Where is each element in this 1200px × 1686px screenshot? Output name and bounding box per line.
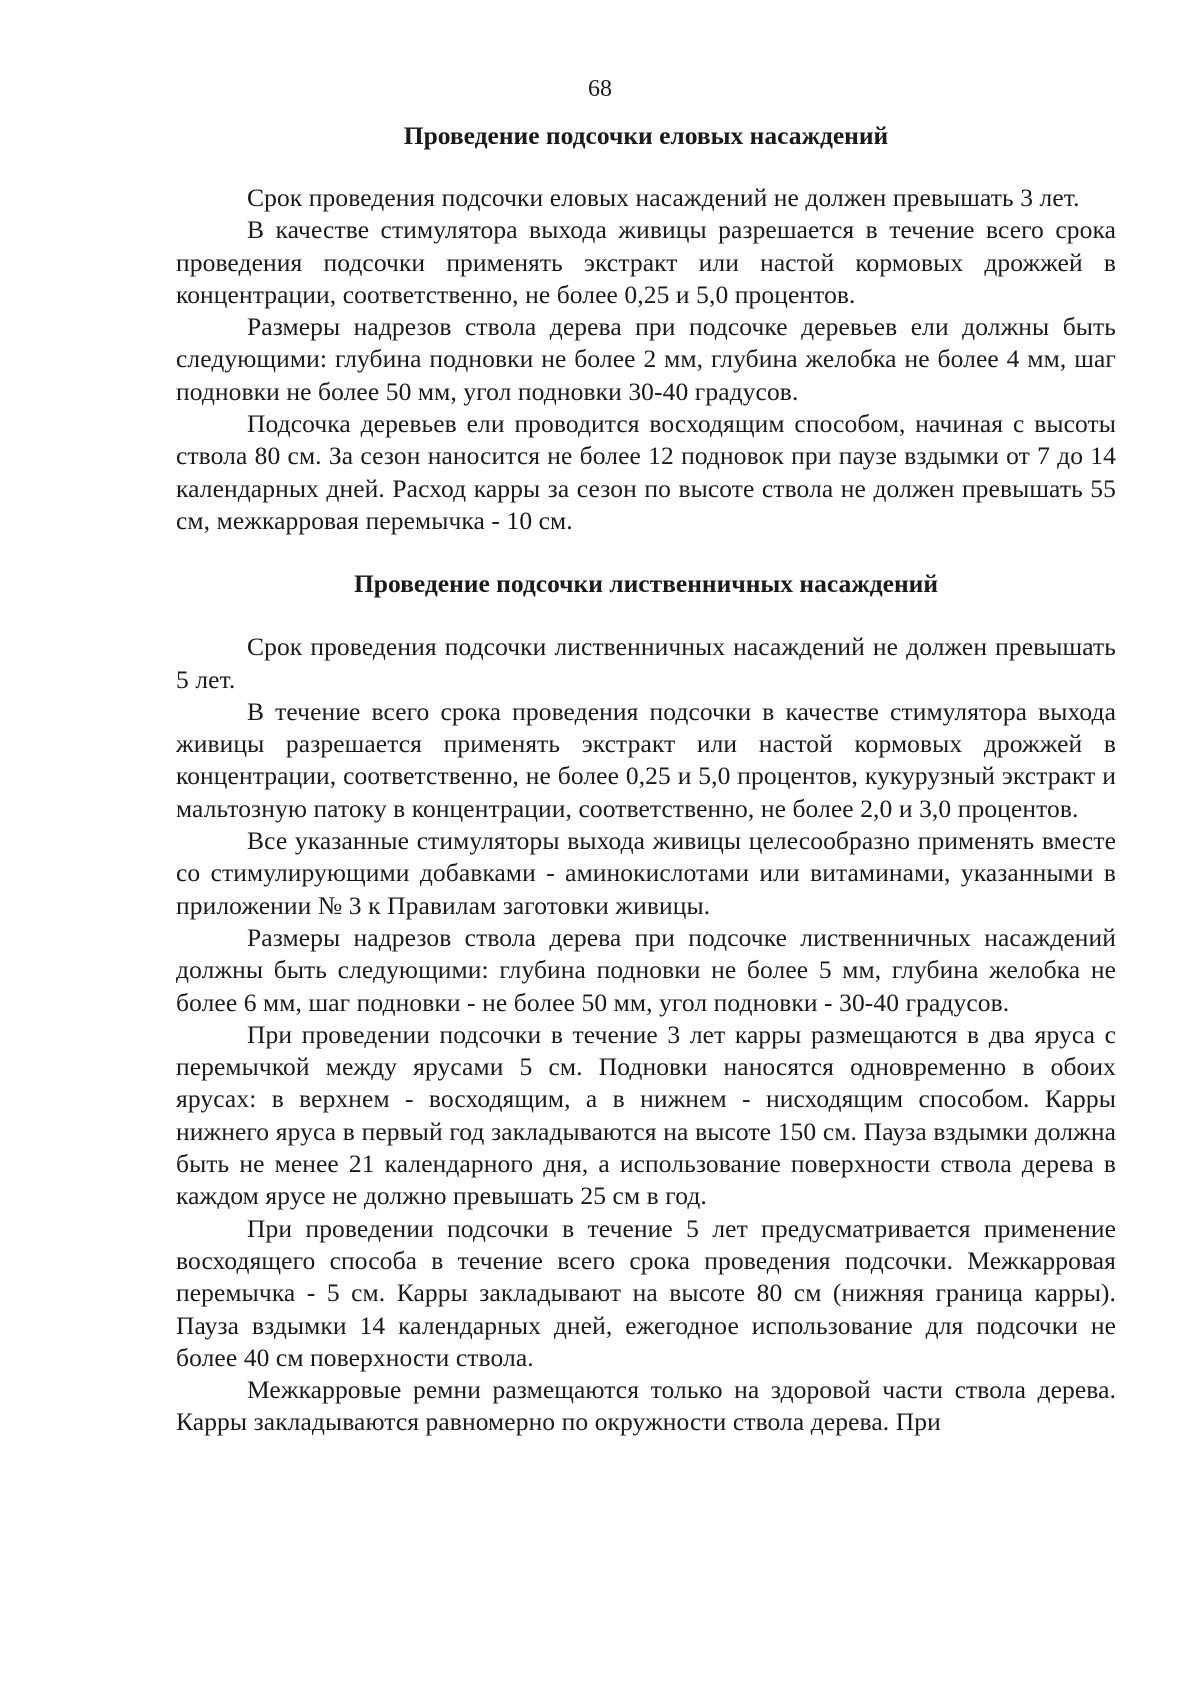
page-number: 68: [588, 76, 612, 102]
paragraph: Размеры надрезов ствола дерева при подсочке лиственничных насаждений должны быть следующими: глубина подновки не более 5 мм, глубина желобка не более 6 мм, шаг подновки - не более 50 мм, угол подновки - 30-40 градусов.: [176, 922, 1116, 1017]
paragraph: Все указанные стимуляторы выхода живицы целесообразно применять вместе со стимулирующими добавками - аминокислотами или витаминами, указанными в приложении № 3 к Правилам заготовки живицы.: [176, 826, 1116, 920]
paragraph: Размеры надрезов ствола дерева при подсочке деревьев ели должны быть следующими: глубина подновки не более 2 мм, глубина желобка не более 4 мм, шаг подновки не более 50 мм, угол подновки 30-40 градусов.: [176, 312, 1116, 406]
paragraph: В качестве стимулятора выхода живицы разрешается в течение всего срока проведения подсочки применять экстракт или настой кормовых дрожжей в концентрации, соответственно, не более 0,25 и 5,0 процентов.: [176, 215, 1116, 309]
section-heading-spruce: Проведение подсочки еловых насаждений: [403, 121, 889, 150]
paragraph: Срок проведения подсочки лиственничных насаждений не должен превышать 5 лет.: [176, 632, 1116, 694]
section-heading-larch: Проведение подсочки лиственничных насаждений: [353, 569, 939, 599]
page-content: [176, 120, 1116, 1439]
paragraph: Подсочка деревьев ели проводится восходящим способом, начиная с высоты ствола 80 см. За сезон наносится не более 12 подновок при паузе вздымки от 7 до 14 календарных дней. Расход карры за сезон по высоте ствола не должен превышать 55 см, межкарровая перемычка - 10 см.: [176, 409, 1116, 535]
paragraph: Межкарровые ремни размещаются только на здоровой части ствола дерева. Карры закладываются равномерно по окружности ствола дерева. При: [176, 1375, 1116, 1437]
paragraph: При проведении подсочки в течение 5 лет предусматривается применение восходящего способа в течение всего срока проведения подсочки. Межкарровая перемычка - 5 см. Карры закладывают на высоте 80 см (нижняя граница карры). Пауза вздымки 14 календарных дней, ежегодное использование для подсочки не более 40 см поверхности ствола.: [176, 1213, 1116, 1372]
paragraph: В течение всего срока проведения подсочки в качестве стимулятора выхода живицы разрешается применять экстракт или настой кормовых дрожжей в концентрации, соответственно, не более 0,25 и 5,0 процентов, кукурузный экстракт и мальтозную патоку в концентрации, соответственно, не более 2,0 и 3,0 процентов.: [176, 696, 1116, 823]
paragraph: Срок проведения подсочки еловых насаждений не должен превышать 3 лет.: [247, 183, 1080, 212]
paragraph: При проведении подсочки в течение 3 лет карры размещаются в два яруса с перемычкой между ярусами 5 см. Подновки наносятся одновременно в обоих ярусах: в верхнем - восходящим, а в нижнем - нисходящим способом. Карры нижнего яруса в первый год закладываются на высоте 150 см. Пауза вздымки должна быть не менее 21 календарного дня, а использование поверхности ствола дерева в каждом ярусе не должно превышать 25 см в год.: [176, 1019, 1116, 1211]
